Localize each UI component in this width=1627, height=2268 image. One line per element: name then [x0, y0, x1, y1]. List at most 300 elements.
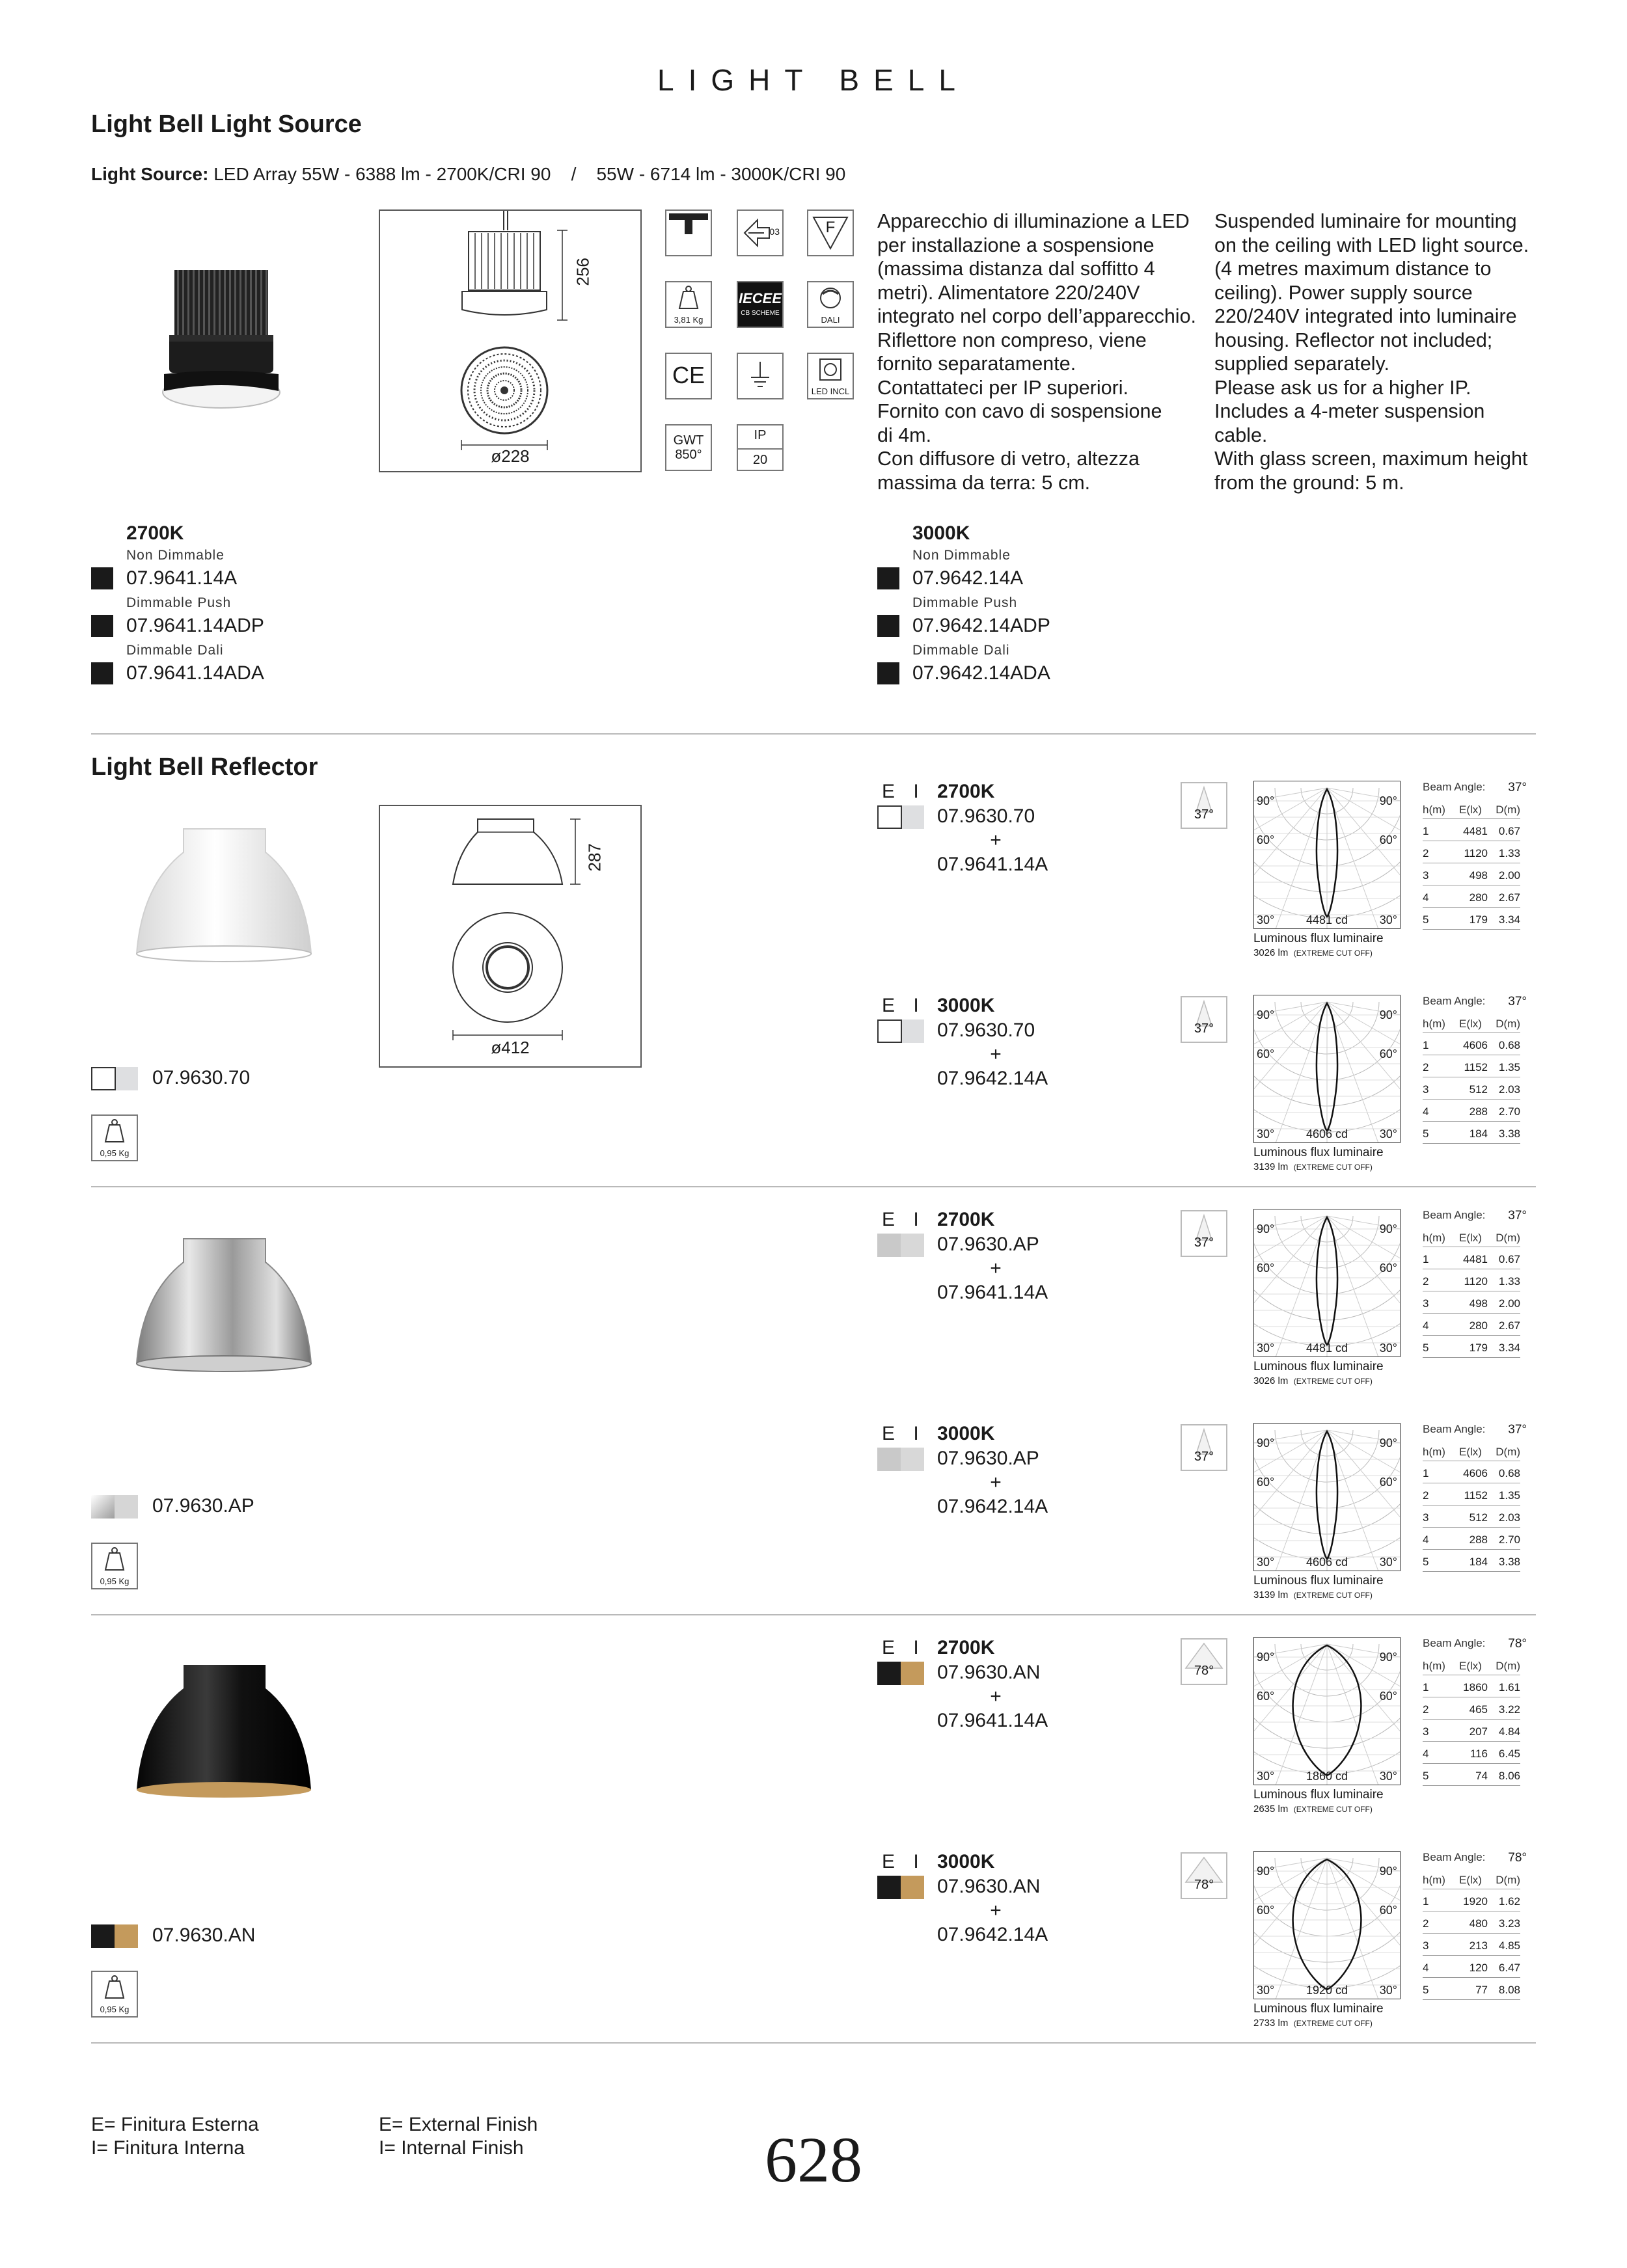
- table-row: [1423, 844, 1520, 863]
- col-d: D(m): [1496, 803, 1520, 816]
- light-source-text: LED Array 55W - 6388 lm - 2700K/CRI 90 / 55W - 6714 lm - 3000K/CRI 90: [208, 164, 846, 184]
- polar-label: 90°: [1257, 1865, 1275, 1878]
- cell-h: 4: [1423, 1962, 1429, 1974]
- beam-angle-label: Beam Angle:: [1423, 995, 1486, 1007]
- plus-sign: +: [990, 1686, 1002, 1707]
- weight-text: 0,95 Kg: [100, 1576, 130, 1586]
- finish-swatch-aluminium: [91, 1495, 138, 1519]
- cell-e: 280: [1469, 1319, 1488, 1332]
- dali-icon: [807, 281, 854, 328]
- cell-d: 3.34: [1498, 1342, 1520, 1354]
- col-h: h(m): [1423, 803, 1445, 816]
- polar-label: 60°: [1257, 1690, 1275, 1703]
- finish-swatch: [877, 805, 924, 829]
- polar-label: 60°: [1257, 833, 1275, 846]
- cutoff-note: (EXTREME CUT OFF): [1293, 949, 1373, 958]
- product-code: 07.9641.14ADA: [126, 662, 264, 684]
- col-e: E(lx): [1459, 1660, 1482, 1672]
- table-row: [1423, 1745, 1520, 1764]
- section-divider: [91, 733, 1536, 735]
- plus-sign: +: [990, 1044, 1002, 1065]
- cell-d: 8.08: [1498, 1984, 1520, 1996]
- ip-rating-icon: [737, 424, 784, 471]
- table-row: [1423, 822, 1520, 841]
- finish-label: E I: [882, 1851, 925, 1872]
- ceiling-mount-icon: [665, 209, 712, 256]
- table-row: [1423, 911, 1520, 930]
- cell-h: 4: [1423, 1748, 1429, 1760]
- product-code: 07.9642.14ADA: [912, 662, 1050, 684]
- col-h: h(m): [1423, 1018, 1445, 1030]
- light-source-code: 07.9641.14A: [937, 1282, 1048, 1303]
- table-row: [1423, 1250, 1520, 1269]
- cell-e: 280: [1469, 891, 1488, 904]
- luminous-flux-label: Luminous flux luminaire: [1253, 2002, 1384, 2016]
- cell-d: 2.00: [1498, 869, 1520, 882]
- black-swatch: [877, 615, 899, 637]
- table-header-row: [1423, 1442, 1520, 1461]
- product-code: 07.9642.14A: [912, 567, 1024, 589]
- light-source-drawing: [379, 209, 642, 472]
- polar-label: 60°: [1379, 1904, 1397, 1917]
- cutoff-note: (EXTREME CUT OFF): [1293, 1805, 1373, 1814]
- cell-d: 2.70: [1498, 1533, 1520, 1546]
- table-header-row: [1423, 1870, 1520, 1889]
- finish-swatch: [877, 1019, 924, 1043]
- polar-diagram: [1253, 781, 1401, 929]
- cell-h: 1: [1423, 1681, 1429, 1694]
- polar-label: 90°: [1257, 1008, 1275, 1021]
- beam-angle-label: Beam Angle:: [1423, 781, 1486, 793]
- col-h: h(m): [1423, 1446, 1445, 1458]
- plus-sign: +: [990, 1258, 1002, 1279]
- cell-e: 116: [1470, 1748, 1488, 1760]
- cell-d: 3.38: [1498, 1556, 1520, 1568]
- polar-label: 30°: [1379, 1556, 1397, 1569]
- black-swatch: [91, 662, 113, 684]
- black-swatch: [877, 662, 899, 684]
- cell-h: 3: [1423, 1939, 1429, 1952]
- light-source-line: [91, 164, 845, 185]
- beam-angle-number: 37°: [1508, 1423, 1527, 1437]
- finish-label: E I: [882, 1209, 925, 1230]
- table-row: [1423, 1059, 1520, 1077]
- col-h: h(m): [1423, 1232, 1445, 1244]
- luminous-flux-label: Luminous flux luminaire: [1253, 1360, 1384, 1373]
- page-title: LIGHT BELL: [657, 63, 970, 97]
- cutoff-note: (EXTREME CUT OFF): [1293, 1377, 1373, 1386]
- luminous-flux-value: [1253, 1161, 1373, 1172]
- polar-label: 90°: [1257, 1222, 1275, 1235]
- reflector-code: 07.9630.70: [152, 1067, 251, 1088]
- cell-e: 1120: [1464, 847, 1488, 859]
- reflector-code: 07.9630.AN: [937, 1876, 1041, 1897]
- cell-d: 0.67: [1498, 825, 1520, 837]
- cell-e: 512: [1469, 1511, 1488, 1524]
- beam-angle-number: 78°: [1508, 1851, 1527, 1865]
- col-h: h(m): [1423, 1660, 1445, 1672]
- weight-text: 0,95 Kg: [100, 1148, 130, 1158]
- finish-label: E I: [882, 1637, 925, 1658]
- cell-d: 0.68: [1498, 1467, 1520, 1479]
- beam-angle-value: 37°: [1194, 1450, 1214, 1464]
- col-d: D(m): [1496, 1018, 1520, 1030]
- light-source-code: 07.9642.14A: [937, 1924, 1048, 1945]
- cell-d: 6.47: [1498, 1962, 1520, 1974]
- polar-label: 60°: [1379, 1047, 1397, 1060]
- class-03-text: 03: [769, 226, 780, 237]
- table-row: [1423, 1509, 1520, 1528]
- cell-h: 2: [1423, 1917, 1429, 1930]
- peak-intensity: 4606 cd: [1306, 1556, 1348, 1569]
- ce-text: CE: [672, 362, 705, 388]
- led-included-text: LED INCL: [811, 386, 850, 396]
- polar-label: 60°: [1257, 1262, 1275, 1275]
- beam-angle-icon: [1181, 782, 1227, 829]
- cell-e: 498: [1469, 869, 1488, 882]
- cell-e: 207: [1469, 1725, 1488, 1738]
- peak-intensity: 4606 cd: [1306, 1127, 1348, 1141]
- light-source-label: Light Source:: [91, 164, 209, 184]
- polar-label: 60°: [1379, 1262, 1397, 1275]
- cell-d: 2.03: [1498, 1083, 1520, 1096]
- cutoff-note: (EXTREME CUT OFF): [1293, 2019, 1373, 2028]
- cell-h: 2: [1423, 1061, 1429, 1073]
- gwt-text: GWT 850°: [673, 433, 704, 462]
- cell-e: 179: [1469, 1342, 1488, 1354]
- ip-label: IP: [754, 428, 767, 442]
- cell-h: 3: [1423, 1511, 1429, 1524]
- polar-label: 30°: [1379, 1127, 1397, 1141]
- black-swatch: [91, 567, 113, 589]
- reflector-diameter-label: ø412: [491, 1038, 530, 1057]
- cell-d: 1.33: [1498, 1275, 1520, 1288]
- code-type: Dimmable Dali: [126, 643, 224, 658]
- plus-sign: +: [990, 830, 1002, 851]
- polar-label: 60°: [1257, 1047, 1275, 1060]
- illuminance-table: [1423, 995, 1527, 1144]
- polar-label: 30°: [1257, 1984, 1275, 1997]
- cell-h: 2: [1423, 847, 1429, 859]
- beam-angle-number: 37°: [1508, 995, 1527, 1008]
- polar-label: 30°: [1257, 913, 1275, 926]
- luminous-flux-label: Luminous flux luminaire: [1253, 1146, 1384, 1159]
- beam-angle-value: 37°: [1194, 1021, 1214, 1036]
- polar-label: 90°: [1257, 1437, 1275, 1450]
- cell-h: 1: [1423, 1253, 1429, 1265]
- table-row: [1423, 1081, 1520, 1100]
- code-type: Dimmable Dali: [912, 643, 1010, 658]
- cell-h: 2: [1423, 1703, 1429, 1716]
- cell-d: 1.33: [1498, 847, 1520, 859]
- table-row: [1423, 1679, 1520, 1697]
- cell-h: 5: [1423, 913, 1429, 926]
- finish-swatch-black-gold: [91, 1924, 138, 1948]
- reflector-code: 07.9630.AP: [937, 1448, 1039, 1469]
- cell-h: 3: [1423, 1083, 1429, 1096]
- cell-h: 5: [1423, 1127, 1429, 1140]
- col-d: D(m): [1496, 1232, 1520, 1244]
- color-temperature: 2700K: [937, 1209, 995, 1230]
- reflector-black-gold-photo: [130, 1662, 319, 1805]
- beam-angle-number: 37°: [1508, 1209, 1527, 1222]
- col-d: D(m): [1496, 1874, 1520, 1886]
- description-italian: Apparecchio di illuminazione a LED per installazione a sospensione (massima distanza dal soffitto 4 metri). Alimentatore 220/240V integrato nel corpo dell’apparecchio. Riflettore non compreso, viene fornito separatamente. Contattateci per IP superiori. Fornito con cavo di sospensione di 4m. Con diffusore di vetro, altezza massima da terra: 5 cm.: [877, 210, 1197, 494]
- reflector-code: 07.9630.70: [937, 805, 1035, 827]
- polar-label: 30°: [1257, 1342, 1275, 1355]
- peak-intensity: 1920 cd: [1306, 1984, 1348, 1997]
- polar-label: 30°: [1257, 1556, 1275, 1569]
- table-header-row: [1423, 1656, 1520, 1675]
- cell-e: 1120: [1464, 1275, 1488, 1288]
- beam-angle-number: 78°: [1508, 1637, 1527, 1651]
- cell-d: 4.84: [1498, 1725, 1520, 1738]
- cell-d: 3.22: [1498, 1703, 1520, 1716]
- code-type: Non Dimmable: [126, 548, 225, 563]
- cell-e: 498: [1469, 1297, 1488, 1310]
- cutoff-note: (EXTREME CUT OFF): [1293, 1163, 1373, 1172]
- beam-angle-label: Beam Angle:: [1423, 1851, 1486, 1863]
- drawing-diameter-label: ø228: [491, 446, 530, 466]
- finish-label: E I: [882, 781, 925, 802]
- table-row: [1423, 1531, 1520, 1550]
- reflector-code: 07.9630.AN: [937, 1662, 1041, 1683]
- luminous-flux-value: [1253, 1803, 1373, 1815]
- polar-label: 60°: [1379, 1690, 1397, 1703]
- code-type: Dimmable Push: [126, 595, 232, 610]
- polar-diagram: [1253, 1637, 1401, 1785]
- cell-d: 2.03: [1498, 1511, 1520, 1524]
- f-mark-icon: [807, 209, 854, 256]
- cell-e: 74: [1475, 1770, 1488, 1782]
- table-header-row: [1423, 1228, 1520, 1247]
- finish-swatch: [877, 1662, 924, 1685]
- illuminance-table: [1423, 781, 1527, 930]
- lumens: 2733 lm: [1253, 2018, 1289, 2029]
- beam-angle-icon: [1181, 996, 1227, 1043]
- weight-icon: [91, 1543, 138, 1589]
- f-mark-text: F: [825, 219, 836, 236]
- legend-english-internal: I= Internal Finish: [379, 2137, 524, 2159]
- iecee-text: IECEE: [738, 290, 782, 306]
- polar-label: 60°: [1257, 1476, 1275, 1489]
- col-e: E(lx): [1459, 1018, 1482, 1030]
- polar-label: 90°: [1257, 1651, 1275, 1664]
- plus-sign: +: [990, 1472, 1002, 1493]
- weight-text: 0,95 Kg: [100, 2005, 130, 2014]
- reflector-height-label: 287: [584, 843, 605, 872]
- table-row: [1423, 1339, 1520, 1358]
- polar-diagram: [1253, 995, 1401, 1143]
- table-row: [1423, 1273, 1520, 1291]
- cell-d: 6.45: [1498, 1748, 1520, 1760]
- class-03-icon: [737, 209, 784, 256]
- polar-diagram: [1253, 1209, 1401, 1357]
- cell-e: 4606: [1463, 1467, 1488, 1479]
- luminous-flux-value: [1253, 1589, 1373, 1600]
- table-row: [1423, 1465, 1520, 1483]
- cell-e: 4481: [1463, 825, 1488, 837]
- col-e: E(lx): [1459, 1232, 1482, 1244]
- color-temperature: 3000K: [937, 1423, 995, 1444]
- code-type: Non Dimmable: [912, 548, 1011, 563]
- reflector-code: 07.9630.AN: [152, 1924, 256, 1946]
- light-source-code: 07.9642.14A: [937, 1068, 1048, 1089]
- weight-icon: [91, 1971, 138, 2018]
- cell-e: 213: [1469, 1939, 1488, 1952]
- section-heading-reflector: Light Bell Reflector: [91, 753, 318, 781]
- codes-3000k-title: 3000K: [912, 522, 970, 544]
- cell-e: 512: [1469, 1083, 1488, 1096]
- polar-diagram: [1253, 1423, 1401, 1571]
- beam-angle-icon: [1181, 1852, 1227, 1899]
- section-divider: [91, 1614, 1536, 1615]
- cell-h: 1: [1423, 825, 1429, 837]
- cell-h: 4: [1423, 891, 1429, 904]
- cell-e: 179: [1469, 913, 1488, 926]
- cell-d: 4.85: [1498, 1939, 1520, 1952]
- beam-angle-number: 37°: [1508, 781, 1527, 794]
- reflector-white-photo: [130, 826, 319, 969]
- gwt-icon: [665, 424, 712, 471]
- finish-label: E I: [882, 995, 925, 1016]
- iecee-icon: [737, 281, 784, 328]
- table-row: [1423, 1317, 1520, 1336]
- legend-italian-external: E= Finitura Esterna: [91, 2114, 259, 2135]
- col-e: E(lx): [1459, 1446, 1482, 1458]
- polar-label: 90°: [1379, 794, 1397, 807]
- cutoff-note: (EXTREME CUT OFF): [1293, 1591, 1373, 1600]
- col-e: E(lx): [1459, 1874, 1482, 1886]
- plus-sign: +: [990, 1900, 1002, 1921]
- cell-d: 1.35: [1498, 1061, 1520, 1073]
- table-row: [1423, 1553, 1520, 1572]
- polar-label: 30°: [1379, 1984, 1397, 1997]
- cell-e: 465: [1469, 1703, 1488, 1716]
- cell-e: 1860: [1463, 1681, 1488, 1694]
- reflector-code: 07.9630.70: [937, 1019, 1035, 1041]
- cell-h: 4: [1423, 1319, 1429, 1332]
- cell-d: 2.67: [1498, 1319, 1520, 1332]
- polar-label: 90°: [1257, 794, 1275, 807]
- table-row: [1423, 1767, 1520, 1786]
- col-d: D(m): [1496, 1660, 1520, 1672]
- cell-d: 2.67: [1498, 891, 1520, 904]
- table-row: [1423, 1295, 1520, 1314]
- cell-h: 3: [1423, 1725, 1429, 1738]
- beam-angle-value: 78°: [1194, 1664, 1214, 1678]
- beam-angle-label: Beam Angle:: [1423, 1637, 1486, 1649]
- cell-e: 1152: [1464, 1489, 1488, 1502]
- luminous-flux-value: [1253, 2018, 1373, 2029]
- cell-h: 5: [1423, 1770, 1429, 1782]
- cell-d: 2.70: [1498, 1105, 1520, 1118]
- light-source-code: 07.9641.14A: [937, 854, 1048, 875]
- illuminance-table: [1423, 1637, 1527, 1787]
- cell-e: 120: [1469, 1962, 1488, 1974]
- cell-h: 5: [1423, 1556, 1429, 1568]
- finish-swatch-white: [91, 1067, 138, 1090]
- black-swatch: [877, 567, 899, 589]
- beam-angle-value: 37°: [1194, 1235, 1214, 1250]
- beam-angle-icon: [1181, 1638, 1227, 1685]
- illuminance-table: [1423, 1851, 1527, 2001]
- table-row: [1423, 1937, 1520, 1956]
- table-row: [1423, 1701, 1520, 1720]
- cell-d: 3.38: [1498, 1127, 1520, 1140]
- table-header-row: [1423, 800, 1520, 819]
- cell-d: 0.68: [1498, 1039, 1520, 1051]
- polar-label: 90°: [1379, 1865, 1397, 1878]
- table-row: [1423, 1893, 1520, 1911]
- light-source-code: 07.9642.14A: [937, 1496, 1048, 1517]
- drawing-height-label: 256: [573, 258, 593, 286]
- section-heading-light-source: Light Bell Light Source: [91, 111, 362, 138]
- reflector-code: 07.9630.AP: [937, 1234, 1039, 1255]
- led-included-icon: [807, 353, 854, 399]
- cell-h: 5: [1423, 1342, 1429, 1354]
- reflector-drawing: [379, 805, 642, 1068]
- cell-h: 1: [1423, 1467, 1429, 1479]
- lumens: 3026 lm: [1253, 1375, 1289, 1386]
- luminous-flux-value: [1253, 1375, 1373, 1386]
- polar-label: 60°: [1379, 833, 1397, 846]
- cell-e: 288: [1469, 1533, 1488, 1546]
- cell-d: 2.00: [1498, 1297, 1520, 1310]
- table-row: [1423, 1487, 1520, 1505]
- lumens: 3139 lm: [1253, 1589, 1289, 1600]
- finish-swatch: [877, 1234, 924, 1257]
- cell-h: 3: [1423, 1297, 1429, 1310]
- luminous-flux-value: [1253, 947, 1373, 958]
- cell-e: 1920: [1463, 1895, 1488, 1908]
- cell-e: 184: [1469, 1556, 1488, 1568]
- table-row: [1423, 1981, 1520, 2000]
- peak-intensity: 1860 cd: [1306, 1770, 1348, 1783]
- cell-e: 480: [1469, 1917, 1488, 1930]
- luminous-flux-label: Luminous flux luminaire: [1253, 1788, 1384, 1802]
- legend-italian-internal: I= Finitura Interna: [91, 2137, 245, 2159]
- polar-label: 30°: [1379, 913, 1397, 926]
- lumens: 3026 lm: [1253, 947, 1289, 958]
- cell-d: 1.62: [1498, 1895, 1520, 1908]
- lumens: 3139 lm: [1253, 1161, 1289, 1172]
- cell-d: 3.34: [1498, 913, 1520, 926]
- dali-text: DALI: [821, 315, 840, 325]
- col-h: h(m): [1423, 1874, 1445, 1886]
- color-temperature: 3000K: [937, 1851, 995, 1872]
- earth-ground-icon: [737, 353, 784, 399]
- product-code: 07.9641.14ADP: [126, 615, 264, 636]
- finish-label: E I: [882, 1423, 925, 1444]
- section-divider: [91, 2042, 1536, 2044]
- weight-icon: [665, 281, 712, 328]
- table-row: [1423, 1036, 1520, 1055]
- color-temperature: 3000K: [937, 995, 995, 1016]
- table-row: [1423, 1103, 1520, 1122]
- polar-label: 30°: [1257, 1770, 1275, 1783]
- cell-h: 5: [1423, 1984, 1429, 1996]
- cell-d: 3.23: [1498, 1917, 1520, 1930]
- product-code: 07.9641.14A: [126, 567, 238, 589]
- beam-angle-value: 37°: [1194, 807, 1214, 822]
- weight-text: 3,81 Kg: [674, 315, 704, 325]
- polar-label: 30°: [1379, 1342, 1397, 1355]
- polar-label: 60°: [1379, 1476, 1397, 1489]
- weight-icon: [91, 1114, 138, 1161]
- polar-label: 90°: [1379, 1437, 1397, 1450]
- cell-h: 4: [1423, 1533, 1429, 1546]
